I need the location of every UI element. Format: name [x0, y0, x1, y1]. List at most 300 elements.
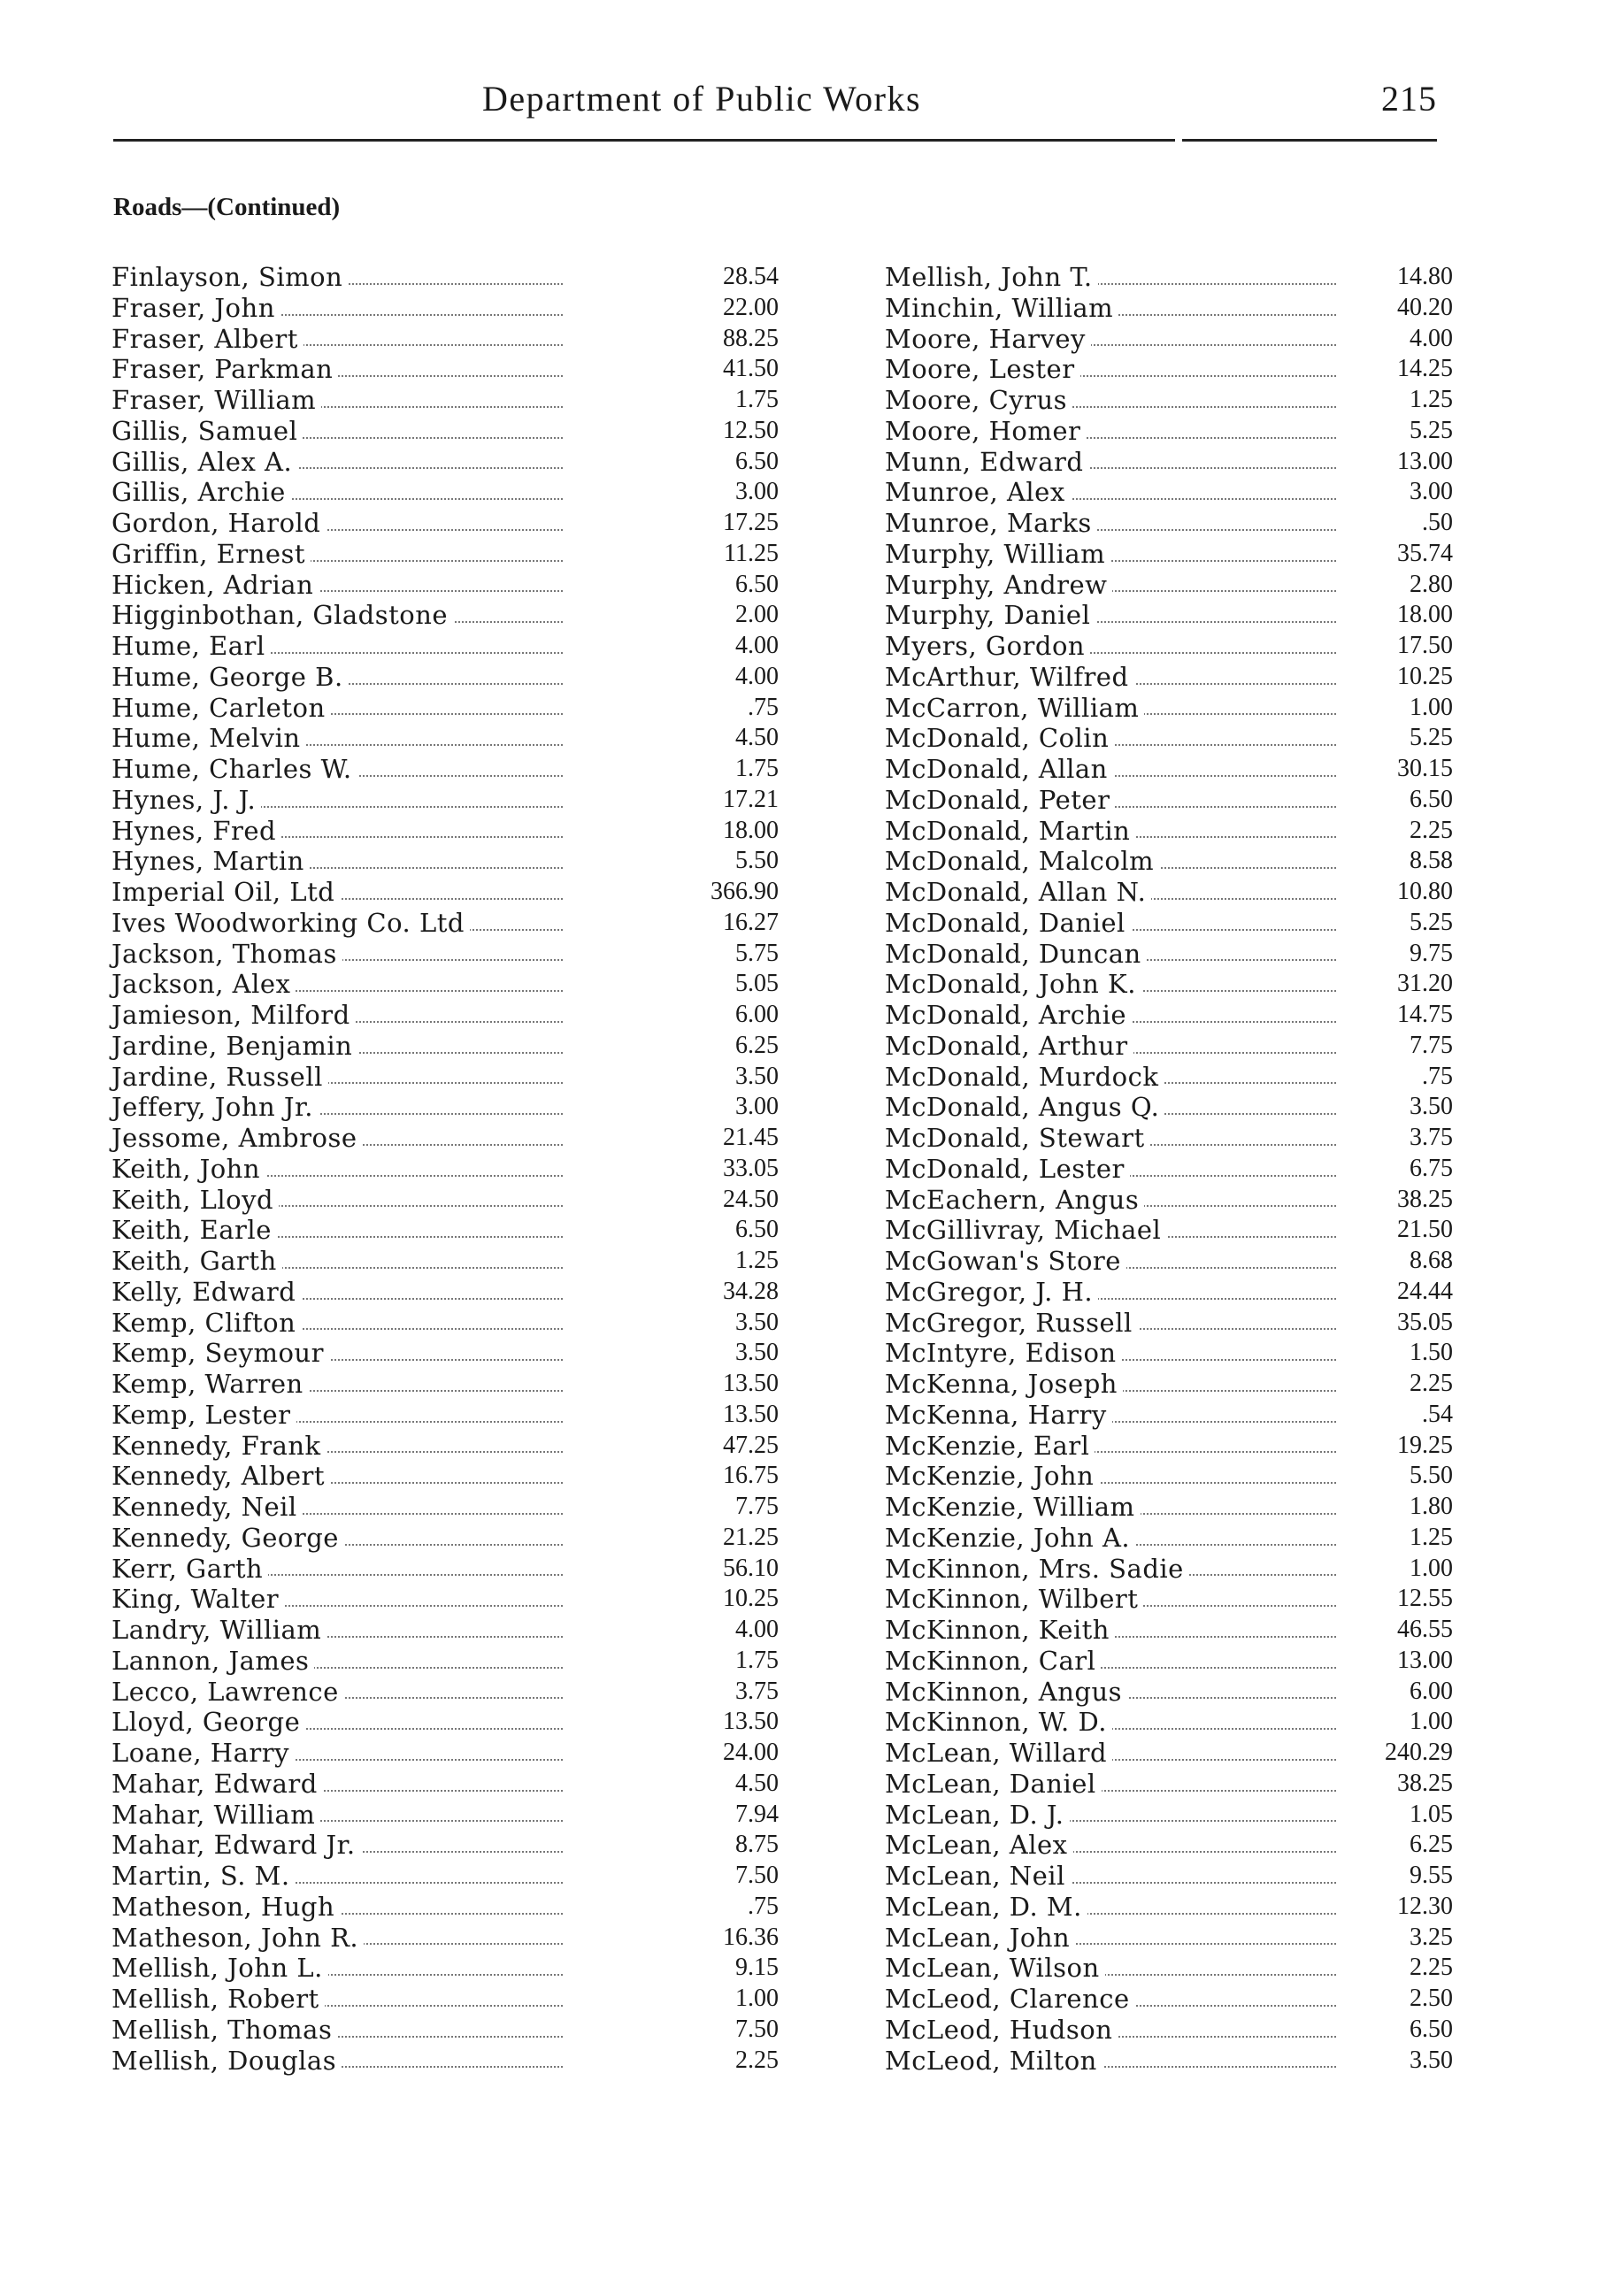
payment-amount: 21.45 [672, 1123, 779, 1154]
list-item [885, 323, 1453, 355]
list-item [111, 2045, 779, 2077]
list-item [885, 1276, 1453, 1308]
list-item [111, 692, 779, 724]
payment-amount: 16.36 [672, 1923, 779, 1954]
payment-amount: 3.00 [672, 1092, 779, 1123]
payee-name: Higginbothan, Gladstone [111, 600, 453, 631]
list-item [885, 631, 1453, 662]
payment-amount: 3.50 [1347, 2046, 1453, 2077]
payment-amount: 35.05 [1347, 1308, 1453, 1339]
payment-amount: 13.00 [1347, 1646, 1453, 1677]
list-item [111, 723, 779, 754]
payee-name: Murphy, William [885, 539, 1110, 570]
payee-name: Hicken, Adrian [111, 570, 319, 601]
payee-name: King, Walter [111, 1584, 284, 1615]
list-item [885, 1615, 1453, 1646]
list-item [111, 1922, 779, 1954]
payee-name: McLean, Neil [885, 1861, 1071, 1892]
payment-amount: 13.50 [672, 1400, 779, 1431]
list-item [111, 569, 779, 601]
payee-name: McKinnon, Carl [885, 1646, 1101, 1677]
payee-name: Kennedy, George [111, 1523, 344, 1554]
payee-name: Mellish, John L. [111, 1953, 328, 1984]
list-item [111, 1799, 779, 1831]
payee-name: McCarron, William [885, 693, 1144, 724]
payee-name: McLeod, Hudson [885, 2015, 1118, 2046]
payment-amount: 4.00 [672, 662, 779, 693]
payee-name: Ives Woodworking Co. Ltd [111, 908, 470, 939]
payee-name: Hume, Melvin [111, 723, 306, 754]
payment-amount: 1.25 [1347, 1523, 1453, 1554]
payee-name: McKenzie, William [885, 1492, 1141, 1523]
list-item [885, 292, 1453, 324]
payment-amount: 19.25 [1347, 1431, 1453, 1462]
list-item [885, 938, 1453, 970]
list-item [111, 1369, 779, 1400]
payment-amount: .75 [672, 693, 779, 724]
payment-amount: 366.90 [672, 877, 779, 908]
payee-name: Mahar, William [111, 1800, 320, 1831]
list-item [111, 292, 779, 324]
list-item [111, 1891, 779, 1923]
section-heading: Roads—(Continued) [113, 193, 341, 221]
list-item [111, 877, 779, 908]
list-item [111, 1215, 779, 1246]
list-item [885, 1000, 1453, 1031]
payee-name: Mahar, Edward [111, 1769, 323, 1800]
payee-name: McKenzie, John A. [885, 1523, 1135, 1554]
payee-name: McGowan's Store [885, 1246, 1126, 1277]
list-item [885, 1215, 1453, 1246]
payee-name: Lloyd, George [111, 1707, 305, 1738]
payee-name: Kennedy, Frank [111, 1431, 327, 1462]
list-item [111, 1553, 779, 1585]
list-item [111, 1584, 779, 1615]
payment-amount: 21.25 [672, 1523, 779, 1554]
payment-amount: 13.50 [672, 1369, 779, 1400]
payment-amount: 8.68 [1347, 1246, 1453, 1277]
page-title: Department of Public Works [481, 79, 922, 119]
payee-name: McLean, D. J. [885, 1800, 1070, 1831]
payment-amount: 7.50 [672, 2015, 779, 2046]
payment-amount: 34.28 [672, 1277, 779, 1308]
payee-name: McDonald, Malcolm [885, 846, 1159, 877]
list-item [111, 262, 779, 293]
payee-name: Hume, Charles W. [111, 754, 357, 785]
payment-amount: 4.00 [672, 1615, 779, 1646]
payee-name: Jessome, Ambrose [111, 1123, 362, 1154]
payee-name: Hume, Earl [111, 631, 271, 662]
list-item [885, 877, 1453, 908]
payee-name: McKenna, Joseph [885, 1369, 1123, 1400]
payee-name: Mellish, Robert [111, 1984, 325, 2015]
list-item [885, 1799, 1453, 1831]
payee-name: McDonald, Allan [885, 754, 1113, 785]
list-item [885, 1861, 1453, 1892]
list-item [885, 1891, 1453, 1923]
payment-amount: 5.25 [1347, 908, 1453, 939]
payee-name: Kemp, Warren [111, 1369, 309, 1400]
payee-name: Hynes, Fred [111, 816, 281, 847]
list-item [111, 784, 779, 816]
list-item [885, 1707, 1453, 1738]
payee-name: Murphy, Andrew [885, 570, 1112, 601]
payment-amount: 12.30 [1347, 1892, 1453, 1923]
payee-name: Jamieson, Milford [111, 1000, 356, 1031]
payee-name: Matheson, Hugh [111, 1892, 340, 1923]
payment-amount: 47.25 [672, 1431, 779, 1462]
payee-name: Kerr, Garth [111, 1554, 268, 1585]
list-item [885, 907, 1453, 939]
list-item [111, 1676, 779, 1708]
payee-name: McLean, D. M. [885, 1892, 1087, 1923]
payee-name: Kemp, Clifton [111, 1308, 301, 1339]
list-item [885, 385, 1453, 416]
list-item [111, 508, 779, 539]
list-item [885, 446, 1453, 478]
list-item [885, 2045, 1453, 2077]
payee-name: Griffin, Ernest [111, 539, 311, 570]
list-item [111, 1645, 779, 1677]
payee-name: McGregor, J. H. [885, 1277, 1098, 1308]
payee-name: McLeod, Clarence [885, 1984, 1135, 2015]
payee-name: McKenzie, John [885, 1461, 1099, 1492]
payment-amount: 7.94 [672, 1800, 779, 1831]
payee-name: Kelly, Edward [111, 1277, 301, 1308]
list-item [885, 1522, 1453, 1554]
list-item [885, 1369, 1453, 1400]
list-item [111, 1153, 779, 1185]
payee-name: Keith, Garth [111, 1246, 282, 1277]
payment-amount: 6.50 [672, 570, 779, 601]
list-item [111, 354, 779, 385]
payment-amount: 6.25 [1347, 1830, 1453, 1861]
payment-amount: 5.50 [1347, 1461, 1453, 1492]
payment-amount: 3.75 [1347, 1123, 1453, 1154]
payment-amount: 40.20 [1347, 293, 1453, 324]
payee-name: McGregor, Russell [885, 1308, 1138, 1339]
header-rule-right [1182, 139, 1437, 142]
payee-name: McDonald, John K. [885, 969, 1141, 1000]
page-header [113, 78, 1437, 131]
payment-amount: 38.25 [1347, 1769, 1453, 1800]
payee-name: Mellish, Thomas [111, 2015, 337, 2046]
payment-amount: 16.75 [672, 1461, 779, 1492]
list-item [885, 1092, 1453, 1123]
payment-amount: 2.25 [1347, 1369, 1453, 1400]
list-item [885, 1461, 1453, 1492]
list-item [885, 1768, 1453, 1800]
payment-amount: 2.25 [1347, 1953, 1453, 1984]
list-item [111, 2014, 779, 2046]
list-item [111, 1276, 779, 1308]
list-item [111, 1984, 779, 2015]
payee-name: McDonald, Angus Q. [885, 1092, 1164, 1123]
payee-name: Hume, George B. [111, 662, 349, 693]
list-item [885, 600, 1453, 631]
list-item [885, 723, 1453, 754]
payment-amount: 14.25 [1347, 354, 1453, 385]
list-item [111, 1861, 779, 1892]
payment-amount: 6.25 [672, 1031, 779, 1062]
payee-name: McDonald, Archie [885, 1000, 1132, 1031]
payment-amount: 1.75 [672, 1646, 779, 1677]
payee-name: McKenzie, Earl [885, 1431, 1095, 1462]
payee-name: Gillis, Archie [111, 477, 291, 508]
payee-name: Landry, William [111, 1615, 327, 1646]
list-item [885, 1184, 1453, 1216]
payment-amount: 4.00 [1347, 324, 1453, 355]
payment-amount: 1.05 [1347, 1800, 1453, 1831]
payee-name: McKinnon, Wilbert [885, 1584, 1143, 1615]
payee-name: Jackson, Thomas [111, 939, 342, 970]
list-item [885, 508, 1453, 539]
payee-name: McKinnon, Keith [885, 1615, 1115, 1646]
list-item [111, 661, 779, 693]
list-item [885, 1584, 1453, 1615]
payment-amount: 28.54 [672, 262, 779, 293]
list-item [885, 969, 1453, 1000]
payment-amount: 24.00 [672, 1738, 779, 1769]
payment-amount: 56.10 [672, 1554, 779, 1585]
payee-name: McGillivray, Michael [885, 1215, 1166, 1246]
payee-name: Jardine, Benjamin [111, 1031, 357, 1062]
list-item [885, 1953, 1453, 1984]
payment-amount: 10.25 [1347, 662, 1453, 693]
payee-name: McKinnon, W. D. [885, 1707, 1112, 1738]
payee-name: Hynes, J. J. [111, 785, 261, 816]
payment-amount: 1.00 [1347, 1707, 1453, 1738]
payment-amount: 1.50 [1347, 1338, 1453, 1369]
payment-amount: 46.55 [1347, 1615, 1453, 1646]
list-item [885, 1061, 1453, 1093]
payment-amount: 1.75 [672, 754, 779, 785]
payee-name: Matheson, John R. [111, 1923, 364, 1954]
payment-amount: 1.25 [672, 1246, 779, 1277]
payment-amount: 1.00 [672, 1984, 779, 2015]
list-item [111, 754, 779, 785]
list-item [885, 1430, 1453, 1462]
payee-name: McDonald, Arthur [885, 1031, 1133, 1062]
payment-amount: 10.25 [672, 1584, 779, 1615]
payment-amount: 12.55 [1347, 1584, 1453, 1615]
payment-amount: 6.50 [672, 447, 779, 478]
list-item [111, 1768, 779, 1800]
list-item [111, 907, 779, 939]
payment-amount: 5.05 [672, 969, 779, 1000]
payment-amount: 3.75 [672, 1677, 779, 1708]
payment-amount: 24.50 [672, 1185, 779, 1216]
payee-name: McDonald, Martin [885, 816, 1135, 847]
payment-amount: 41.50 [672, 354, 779, 385]
list-item [885, 1984, 1453, 2015]
payment-amount: 9.55 [1347, 1861, 1453, 1892]
payee-name: Minchin, William [885, 293, 1118, 324]
list-item [885, 692, 1453, 724]
page-number: 215 [1381, 79, 1437, 119]
payment-amount: 5.25 [1347, 416, 1453, 447]
payment-amount: 2.50 [1347, 1984, 1453, 2015]
payment-amount: 7.75 [672, 1492, 779, 1523]
list-item [111, 969, 779, 1000]
payment-amount: 1.80 [1347, 1492, 1453, 1523]
payment-amount: 6.00 [1347, 1677, 1453, 1708]
payee-name: McDonald, Daniel [885, 908, 1131, 939]
payment-amount: 22.00 [672, 293, 779, 324]
payee-name: Murphy, Daniel [885, 600, 1095, 631]
list-item [111, 1399, 779, 1431]
list-item [111, 446, 779, 478]
list-item [885, 1246, 1453, 1277]
payment-amount: 2.00 [672, 600, 779, 631]
payment-amount: 6.00 [672, 1000, 779, 1031]
payee-name: McDonald, Stewart [885, 1123, 1150, 1154]
payee-name: McLean, Alex [885, 1830, 1073, 1861]
payment-amount: 5.25 [1347, 723, 1453, 754]
payee-name: Fraser, William [111, 385, 321, 416]
list-item [885, 538, 1453, 570]
list-item [885, 1338, 1453, 1369]
list-item [111, 1707, 779, 1738]
payee-name: McDonald, Colin [885, 723, 1114, 754]
payment-amount: .75 [672, 1892, 779, 1923]
payment-amount: 5.75 [672, 939, 779, 970]
payee-name: Gillis, Samuel [111, 416, 303, 447]
payee-name: Fraser, John [111, 293, 280, 324]
payment-amount: 14.75 [1347, 1000, 1453, 1031]
payee-name: Fraser, Albert [111, 324, 303, 355]
list-item [885, 1492, 1453, 1523]
list-item [111, 846, 779, 877]
list-item [885, 1399, 1453, 1431]
list-item [885, 1645, 1453, 1677]
payee-name: Loane, Harry [111, 1738, 295, 1769]
list-item [111, 1430, 779, 1462]
payment-amount: 31.20 [1347, 969, 1453, 1000]
payment-amount: 7.75 [1347, 1031, 1453, 1062]
list-item [111, 477, 779, 508]
list-item [885, 661, 1453, 693]
list-item [111, 1615, 779, 1646]
payee-name: McLean, John [885, 1923, 1075, 1954]
list-item [885, 1553, 1453, 1585]
payee-name: Lecco, Lawrence [111, 1677, 344, 1708]
payment-amount: 88.25 [672, 324, 779, 355]
payee-name: McDonald, Peter [885, 785, 1115, 816]
list-item [885, 846, 1453, 877]
list-item [885, 1030, 1453, 1062]
payee-name: Kemp, Seymour [111, 1338, 329, 1369]
list-item [885, 2014, 1453, 2046]
payment-amount: 18.00 [1347, 600, 1453, 631]
list-item [885, 1676, 1453, 1708]
list-item [111, 1738, 779, 1769]
payment-amount: 11.25 [672, 539, 779, 570]
payee-name: McLeod, Milton [885, 2046, 1102, 2077]
payment-amount: 9.75 [1347, 939, 1453, 970]
payment-amount: .54 [1347, 1400, 1453, 1431]
payee-name: Jardine, Russell [111, 1062, 328, 1093]
list-item [111, 1492, 779, 1523]
payment-amount: 8.58 [1347, 846, 1453, 877]
list-item [111, 631, 779, 662]
payee-name: Kemp, Lester [111, 1400, 296, 1431]
payee-name: McKinnon, Mrs. Sadie [885, 1554, 1189, 1585]
list-item [111, 1092, 779, 1123]
payment-amount: 5.50 [672, 846, 779, 877]
payee-name: Munn, Edward [885, 447, 1088, 478]
payee-name: Hume, Carleton [111, 693, 331, 724]
payment-amount: 21.50 [1347, 1215, 1453, 1246]
payment-amount: 6.50 [672, 1215, 779, 1246]
list-item [885, 1153, 1453, 1185]
payee-name: Mahar, Edward Jr. [111, 1830, 361, 1861]
payment-amount: 14.80 [1347, 262, 1453, 293]
payment-amount: 3.00 [1347, 477, 1453, 508]
payment-amount: 3.50 [672, 1308, 779, 1339]
payee-name: Mellish, John T. [885, 262, 1098, 293]
list-item [885, 784, 1453, 816]
payment-amount: 24.44 [1347, 1277, 1453, 1308]
payment-amount: 17.25 [672, 508, 779, 539]
payee-name: McLean, Daniel [885, 1769, 1102, 1800]
list-item [111, 1030, 779, 1062]
payee-name: McKinnon, Angus [885, 1677, 1127, 1708]
list-item [885, 1922, 1453, 1954]
list-item [111, 1953, 779, 1984]
payment-amount: 4.00 [672, 631, 779, 662]
list-item [111, 1830, 779, 1861]
payment-amount: 1.00 [1347, 693, 1453, 724]
payment-amount: 13.00 [1347, 447, 1453, 478]
payee-name: Moore, Lester [885, 354, 1080, 385]
payee-name: Jackson, Alex [111, 969, 296, 1000]
list-item [885, 569, 1453, 601]
left-column [111, 262, 779, 2076]
payment-amount: 2.80 [1347, 570, 1453, 601]
payee-name: McDonald, Lester [885, 1154, 1130, 1185]
payee-name: Finlayson, Simon [111, 262, 348, 293]
payee-name: McKenna, Harry [885, 1400, 1112, 1431]
payee-name: McEachern, Angus [885, 1185, 1144, 1216]
payee-name: McDonald, Allan N. [885, 877, 1151, 908]
payment-amount: 3.50 [672, 1338, 779, 1369]
list-item [111, 600, 779, 631]
payee-name: Hynes, Martin [111, 846, 310, 877]
payment-amount: 2.25 [672, 2046, 779, 2077]
list-item [885, 1123, 1453, 1154]
payment-amount: 4.50 [672, 1769, 779, 1800]
payment-amount: 3.50 [672, 1062, 779, 1093]
payee-name: Moore, Cyrus [885, 385, 1072, 416]
payee-name: Keith, Earle [111, 1215, 277, 1246]
payment-amount: 8.75 [672, 1830, 779, 1861]
payment-amount: 13.50 [672, 1707, 779, 1738]
payment-amount: 4.50 [672, 723, 779, 754]
payee-name: Keith, Lloyd [111, 1185, 279, 1216]
right-column [885, 262, 1453, 2076]
list-item [111, 1184, 779, 1216]
payee-name: Lannon, James [111, 1646, 314, 1677]
payment-amount: 6.75 [1347, 1154, 1453, 1185]
list-item [885, 754, 1453, 785]
payee-name: McLean, Willard [885, 1738, 1112, 1769]
payee-name: Imperial Oil, Ltd [111, 877, 340, 908]
payment-amount: 1.00 [1347, 1554, 1453, 1585]
payee-name: Moore, Homer [885, 416, 1086, 447]
payee-name: Fraser, Parkman [111, 354, 338, 385]
payee-name: Keith, John [111, 1154, 265, 1185]
